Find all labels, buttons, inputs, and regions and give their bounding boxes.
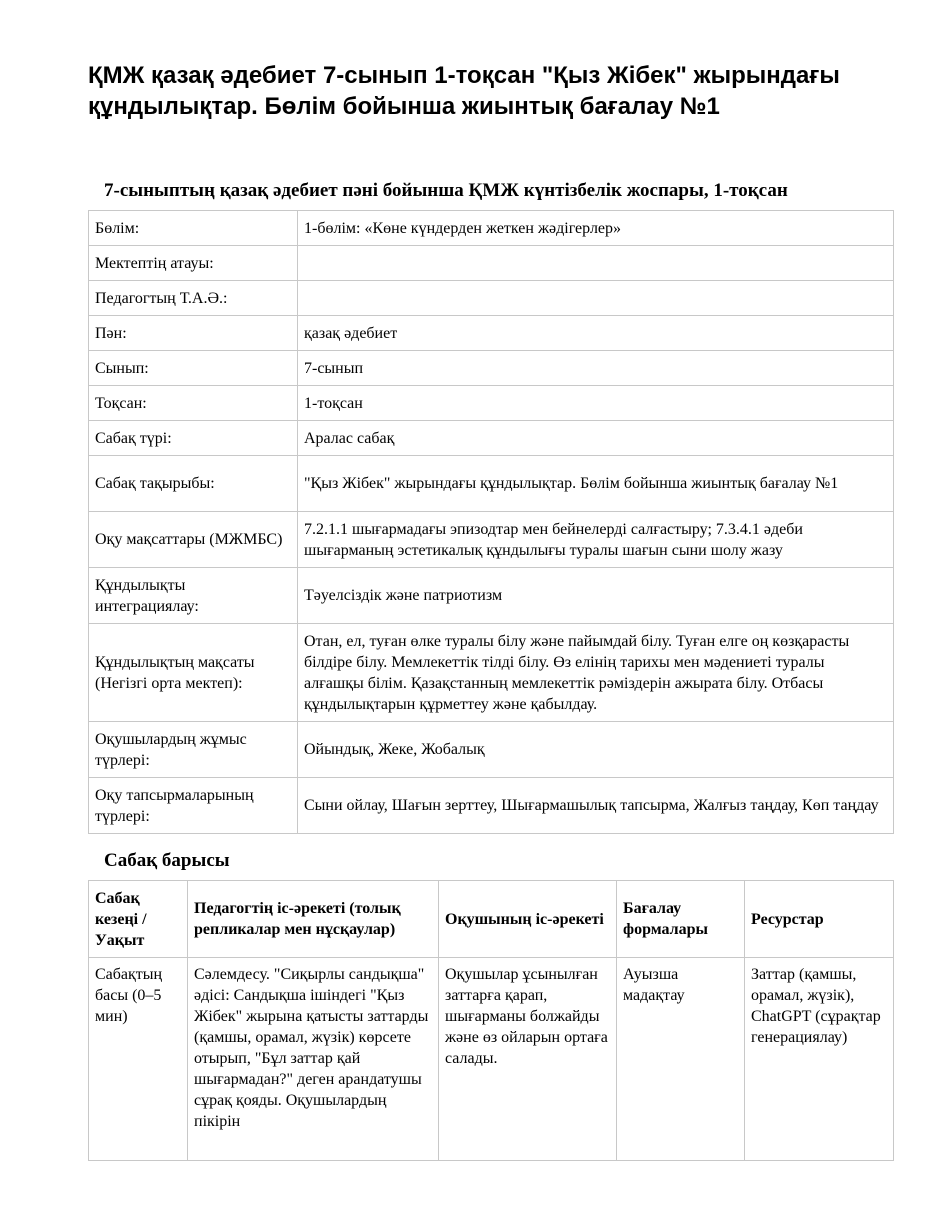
info-value: Ойындық, Жеке, Жобалық — [298, 722, 894, 778]
info-value: қазақ әдебиет — [298, 316, 894, 351]
info-row — [89, 624, 894, 722]
info-row — [89, 722, 894, 778]
plan-heading: 7-сыныптың қазақ әдебиет пәні бойынша ҚМЖ күнтізбелік жоспары, 1-тоқсан — [104, 180, 788, 201]
lesson-info-table — [88, 210, 894, 834]
info-row — [89, 568, 894, 624]
info-label: Оқу мақсаттары (МЖМБС) — [89, 512, 298, 568]
lesson-heading: Сабақ барысы — [104, 850, 230, 871]
info-row — [89, 351, 894, 386]
column-header: Сабақ кезеңі / Уақыт — [89, 881, 188, 958]
info-row — [89, 778, 894, 834]
column-header: Ресурстар — [745, 881, 894, 958]
info-row — [89, 512, 894, 568]
info-value: 7-сынып — [298, 351, 894, 386]
info-value — [298, 281, 894, 316]
info-label: Бөлім: — [89, 211, 298, 246]
info-label: Сабақ тақырыбы: — [89, 456, 298, 512]
info-value: 1-тоқсан — [298, 386, 894, 421]
info-value: Отан, ел, туған өлке туралы білу және пайымдай білу. Туған елге оң көзқарасты білдіре білу. Мемлекеттік тілді білу. Өз елінің тарихы мен мәдениеті туралы алғашқы білім. Қазақстанның мемлекеттік рәміздерін ажырата білу. Отбасы құндылықтарын құрметтеу және қабылдау. — [298, 624, 894, 722]
info-label: Сабақ түрі: — [89, 421, 298, 456]
info-row — [89, 281, 894, 316]
info-label: Құндылықты интеграциялау: — [89, 568, 298, 624]
info-label: Оқу тапсырмаларының түрлері: — [89, 778, 298, 834]
info-value: 1-бөлім: «Көне күндерден жеткен жәдігерлер» — [298, 211, 894, 246]
info-label: Пән: — [89, 316, 298, 351]
assessment-cell: Ауызша мадақтау — [617, 958, 745, 1161]
info-row — [89, 246, 894, 281]
info-row — [89, 211, 894, 246]
resources-cell: Заттар (қамшы, орамал, жүзік), ChatGPT (сұрақтар генерациялау) — [745, 958, 894, 1161]
info-value: Сыни ойлау, Шағын зерттеу, Шығармашылық тапсырма, Жалғыз таңдау, Көп таңдау — [298, 778, 894, 834]
info-value: Тәуелсіздік және патриотизм — [298, 568, 894, 624]
table-row — [89, 958, 894, 1161]
info-value: 7.2.1.1 шығармадағы эпизодтар мен бейнелерді салғастыру; 7.3.4.1 әдеби шығарманың эстетикалық құндылығы туралы шағын сыни шолу жазу — [298, 512, 894, 568]
info-row — [89, 421, 894, 456]
info-value — [298, 246, 894, 281]
info-row — [89, 316, 894, 351]
page-title: ҚМЖ қазақ әдебиет 7-сынып 1-тоқсан "Қыз Жібек" жырындағы құндылықтар. Бөлім бойынша жиынтық бағалау №1 — [88, 62, 840, 120]
lesson-header-row — [89, 881, 894, 958]
info-value: "Қыз Жібек" жырындағы құндылықтар. Бөлім бойынша жиынтық бағалау №1 — [298, 456, 894, 512]
column-header: Оқушының іс-әрекеті — [439, 881, 617, 958]
column-header: Бағалау формалары — [617, 881, 745, 958]
info-row — [89, 386, 894, 421]
info-label: Сынып: — [89, 351, 298, 386]
info-row — [89, 456, 894, 512]
info-label: Тоқсан: — [89, 386, 298, 421]
teacher-activity-cell: Сәлемдесу. "Сиқырлы сандықша" әдісі: Сандықша ішіндегі "Қыз Жібек" жырына қатысты заттарды (қамшы, орамал, жүзік) көрсете отырып, "Бұл заттар қай шығармадан?" деген арандатушы сұрақ қояды. Оқушылардың пікірін — [188, 958, 439, 1161]
info-value: Аралас сабақ — [298, 421, 894, 456]
info-label: Мектептің атауы: — [89, 246, 298, 281]
stage-cell: Сабақтың басы (0–5 мин) — [89, 958, 188, 1161]
info-label: Оқушылардың жұмыс түрлері: — [89, 722, 298, 778]
info-label: Педагогтың Т.А.Ә.: — [89, 281, 298, 316]
lesson-progress-table — [88, 880, 894, 1161]
student-activity-cell: Оқушылар ұсынылған заттарға қарап, шығарманы болжайды және өз ойларын ортаға салады. — [439, 958, 617, 1161]
info-label: Құндылықтың мақсаты (Негізгі орта мектеп): — [89, 624, 298, 722]
column-header: Педагогтің іс-әрекеті (толық репликалар мен нұсқаулар) — [188, 881, 439, 958]
